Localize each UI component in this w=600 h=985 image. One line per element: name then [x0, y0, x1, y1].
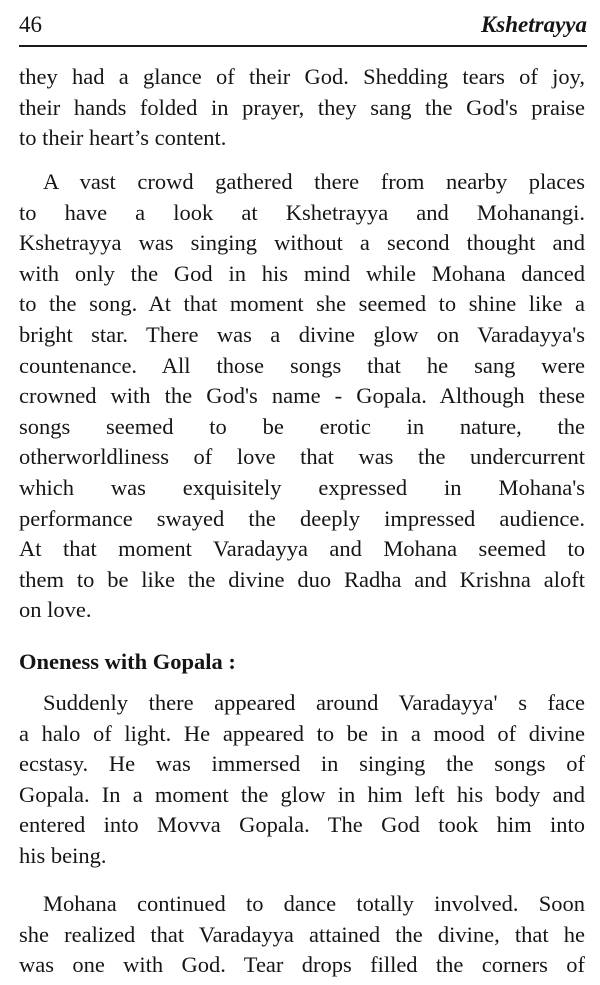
running-title: Kshetrayya: [480, 12, 587, 37]
text-line: on love.: [19, 597, 92, 623]
paragraph-crowd: [19, 167, 585, 626]
text-line: bright star. There was a divine glow on Varadayya's: [19, 321, 585, 347]
text-line: she realized that Varadayya attained the divine, that he: [19, 921, 585, 947]
text-line: with only the God in his mind while Mohana danced: [19, 260, 585, 286]
paragraph-continued: [19, 62, 585, 154]
text-line: to have a look at Kshetrayya and Mohanangi.: [19, 199, 585, 225]
running-header: [19, 8, 587, 42]
text-line: songs seemed to be erotic in nature, the: [19, 413, 585, 439]
text-line: Mohana continued to dance totally involved. Soon: [43, 891, 585, 916]
text-line: A vast crowd gathered there from nearby places: [43, 169, 585, 194]
text-line: their hands folded in prayer, they sang the God's praise: [19, 94, 585, 120]
text-line: At that moment Varadayya and Mohana seemed to: [19, 536, 585, 562]
text-line: Kshetrayya was singing without a second thought and: [19, 230, 585, 256]
text-line: otherworldliness of love that was the undercurrent: [19, 444, 585, 470]
text-line: which was exquisitely expressed in Mohana's: [19, 474, 585, 500]
text-line: ecstasy. He was immersed in singing the songs of: [19, 751, 585, 777]
text-line: his being.: [19, 842, 107, 868]
section-heading: Oneness with Gopala :: [19, 649, 236, 674]
text-line: crowned with the God's name - Gopala. Although these: [19, 383, 585, 409]
paragraph-mohana: [19, 889, 585, 981]
paragraph-halo: [19, 688, 585, 872]
text-line: a halo of light. He appeared to be in a mood of divine: [19, 720, 585, 746]
page-number: 46: [19, 12, 42, 37]
text-line: Suddenly there appeared around Varadayya' s face: [43, 690, 585, 715]
text-line: them to be like the divine duo Radha and Krishna aloft: [19, 566, 585, 592]
text-line: entered into Movva Gopala. The God took him into: [19, 812, 585, 838]
text-line: Gopala. In a moment the glow in him left his body and: [19, 781, 585, 807]
text-line: to their heart’s content.: [19, 125, 227, 151]
text-line: was one with God. Tear drops filled the corners of: [19, 952, 585, 978]
text-line: countenance. All those songs that he sang were: [19, 352, 585, 378]
text-line: to the song. At that moment she seemed to shine like a: [19, 291, 585, 317]
header-rule: [19, 45, 587, 47]
text-line: performance swayed the deeply impressed audience.: [19, 505, 585, 531]
text-line: they had a glance of their God. Shedding tears of joy,: [19, 64, 585, 89]
